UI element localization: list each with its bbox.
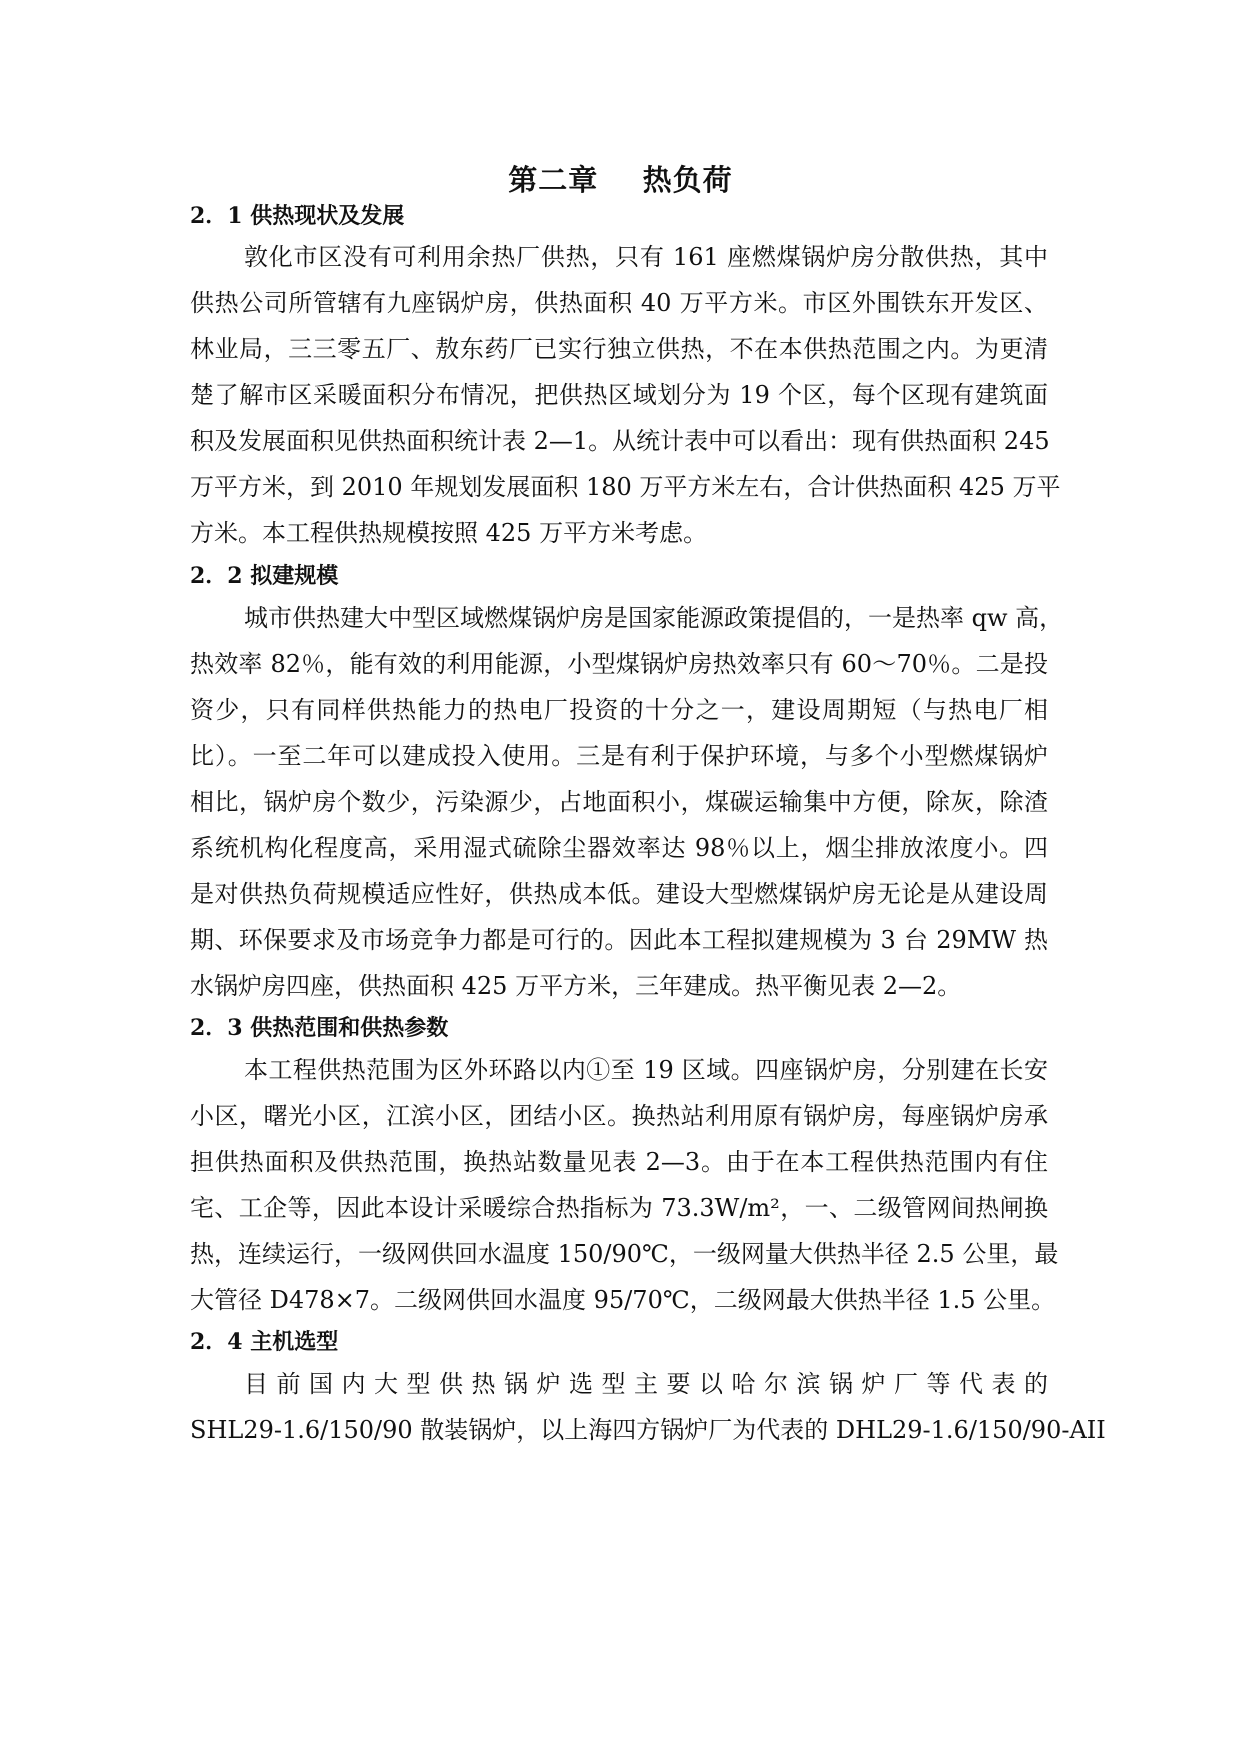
section-heading-2-3: 2．3 供热范围和供热参数 [190, 1015, 449, 1041]
paragraph-line: 系统机构化程度高，采用湿式硫除尘器效率达 98％以上，烟尘排放浓度小。四 [190, 834, 1048, 862]
paragraph-line: 积及发展面积见供热面积统计表 2—1。从统计表中可以看出：现有供热面积 245 [190, 427, 1050, 455]
paragraph-line: 水锅炉房四座，供热面积 425 万平方米，三年建成。热平衡见表 2—2。 [190, 972, 962, 1000]
paragraph-line: 资少，只有同样供热能力的热电厂投资的十分之一，建设周期短（与热电厂相 [190, 696, 1048, 724]
paragraph-line: 热效率 82％，能有效的利用能源，小型煤锅炉房热效率只有 60～70％。二是投 [190, 650, 1048, 678]
paragraph-line: 林业局，三三零五厂、敖东药厂已实行独立供热，不在本供热范围之内。为更清 [190, 335, 1048, 363]
paragraph-line: 本工程供热范围为区外环路以内①至 19 区域。四座锅炉房，分别建在长安 [244, 1056, 1048, 1084]
paragraph-line: 担供热面积及供热范围，换热站数量见表 2—3。由于在本工程供热范围内有住 [190, 1148, 1048, 1176]
paragraph-line: 万平方米，到 2010 年规划发展面积 180 万平方米左右，合计供热面积 425 万平 [190, 473, 1061, 501]
paragraph-line: 敦化市区没有可利用余热厂供热，只有 161 座燃煤锅炉房分散供热，其中 [244, 243, 1048, 271]
section-heading-2-2: 2．2 拟建规模 [190, 563, 339, 589]
paragraph-line: 比）。一至二年可以建成投入使用。三是有利于保护环境，与多个小型燃煤锅炉 [190, 742, 1048, 770]
paragraph-line: SHL29-1.6/150/90 散装锅炉，以上海四方锅炉厂为代表的 DHL29-1.6/150/90-AII [190, 1416, 1106, 1444]
paragraph-line: 供热公司所管辖有九座锅炉房，供热面积 40 万平方米。市区外围铁东开发区、 [190, 289, 1048, 317]
section-heading-2-1: 2．1 供热现状及发展 [190, 203, 405, 229]
paragraph-line: 大管径 D478×7。二级网供回水温度 95/70℃，二级网最大供热半径 1.5 公里。 [190, 1286, 1056, 1314]
paragraph-line: 期、环保要求及市场竞争力都是可行的。因此本工程拟建规模为 3 台 29MW 热 [190, 926, 1048, 954]
paragraph-line: 楚了解市区采暖面积分布情况，把供热区域划分为 19 个区，每个区现有建筑面 [190, 381, 1048, 409]
paragraph-line: 热，连续运行，一级网供回水温度 150/90℃，一级网量大供热半径 2.5 公里，最 [190, 1240, 1059, 1268]
paragraph-line: 是对供热负荷规模适应性好，供热成本低。建设大型燃煤锅炉房无论是从建设周 [190, 880, 1048, 908]
paragraph-line: 城市供热建大中型区域燃煤锅炉房是国家能源政策提倡的，一是热率 qw 高， [244, 604, 1064, 632]
chapter-title: 第二章 热负荷 [508, 163, 733, 197]
paragraph-line: 小区，曙光小区，江滨小区，团结小区。换热站利用原有锅炉房，每座锅炉房承 [190, 1102, 1048, 1130]
paragraph-line: 宅、工企等，因此本设计采暖综合热指标为 73.3W/m²，一、二级管网间热闸换 [190, 1194, 1048, 1222]
paragraph-line: 相比，锅炉房个数少，污染源少，占地面积小，煤碳运输集中方便，除灰，除渣 [190, 788, 1048, 816]
section-heading-2-4: 2．4 主机选型 [190, 1329, 339, 1355]
paragraph-line: 方米。本工程供热规模按照 425 万平方米考虑。 [190, 519, 708, 547]
paragraph-line: 目前国内大型供热锅炉选型主要以哈尔滨锅炉厂等代表的 [244, 1370, 1048, 1398]
